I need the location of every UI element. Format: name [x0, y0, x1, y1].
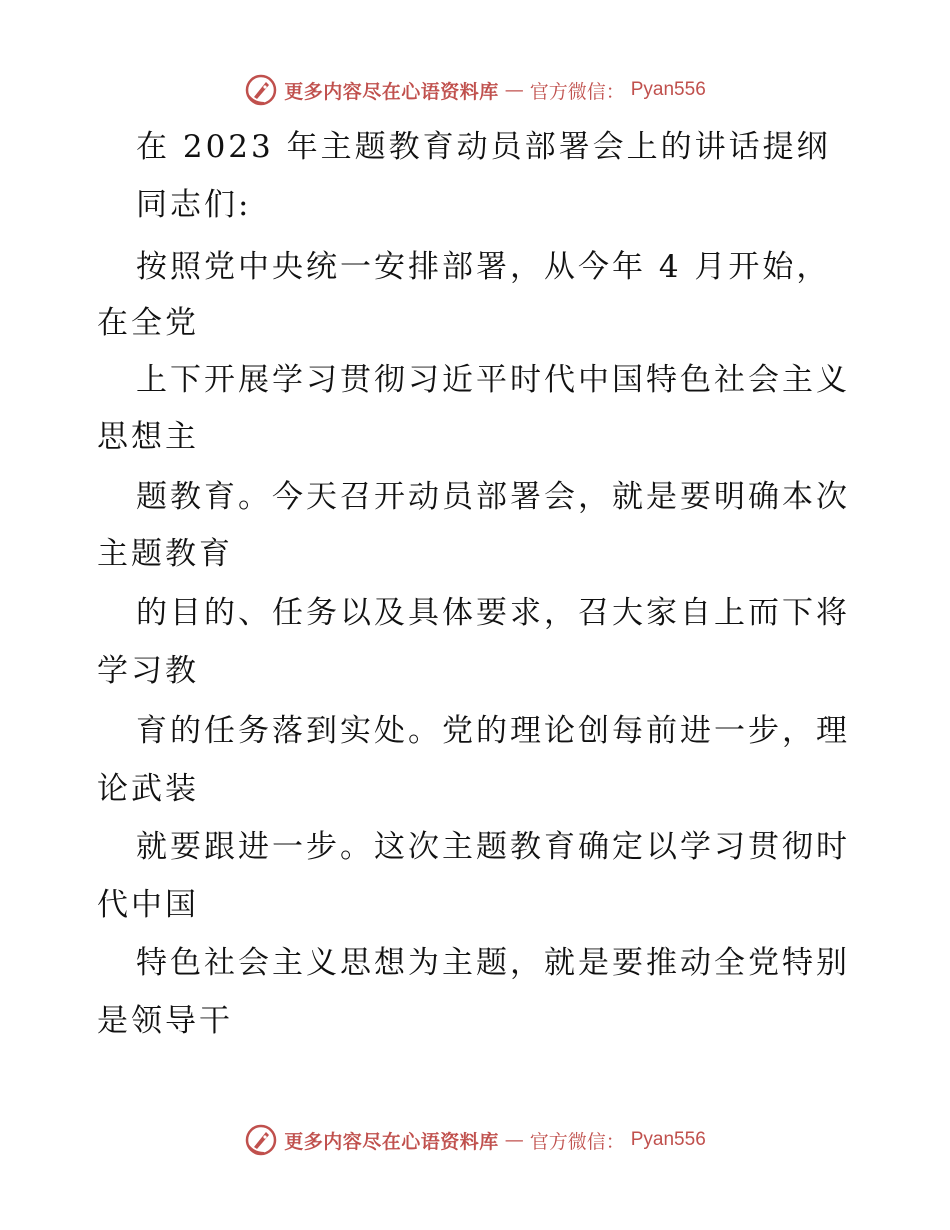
text-line: 在全党: [97, 305, 199, 341]
header-banner: [0, 72, 950, 108]
text-line: 学习教: [97, 653, 199, 689]
text-line: 的目的、任务以及具体要求，召大家自上而下将: [136, 595, 850, 631]
text-line: 育的任务落到实处。党的理论创每前进一步，理: [136, 713, 850, 749]
banner-dash: —: [504, 79, 524, 101]
text-line: 主题教育: [97, 536, 233, 572]
text-line: 代中国: [97, 887, 199, 923]
wechat-id: Pyan556: [630, 79, 706, 100]
text-line: 特色社会主义思想为主题，就是要推动全党特别: [136, 945, 850, 981]
text-line: 题教育。今天召开动员部署会，就是要明确本次: [136, 479, 850, 515]
text-line: 论武装: [97, 771, 199, 807]
promo-text: 更多内容尽在心语资料库: [284, 80, 499, 103]
banner-dash: —: [504, 1129, 524, 1151]
wechat-id: Pyan556: [630, 1129, 706, 1150]
document-title: 在 2023 年主题教育动员部署会上的讲话提纲: [136, 129, 831, 165]
wechat-label: 官方微信：: [529, 80, 625, 103]
footer-banner: [0, 1122, 950, 1158]
text-line: 是领导干: [97, 1003, 233, 1039]
text-line: 就要跟进一步。这次主题教育确定以学习贯彻时: [136, 829, 850, 865]
text-line: 上下开展学习贯彻习近平时代中国特色社会主义: [136, 362, 850, 398]
pen-nib-circle-icon: [244, 1123, 278, 1157]
wechat-label: 官方微信：: [529, 1130, 625, 1153]
pen-nib-circle-icon: [244, 73, 278, 107]
promo-text: 更多内容尽在心语资料库: [284, 1130, 499, 1153]
text-line: 思想主: [97, 419, 199, 455]
text-line: 按照党中央统一安排部署，从今年 4 月开始，: [136, 249, 831, 285]
salutation: 同志们:: [136, 187, 252, 223]
